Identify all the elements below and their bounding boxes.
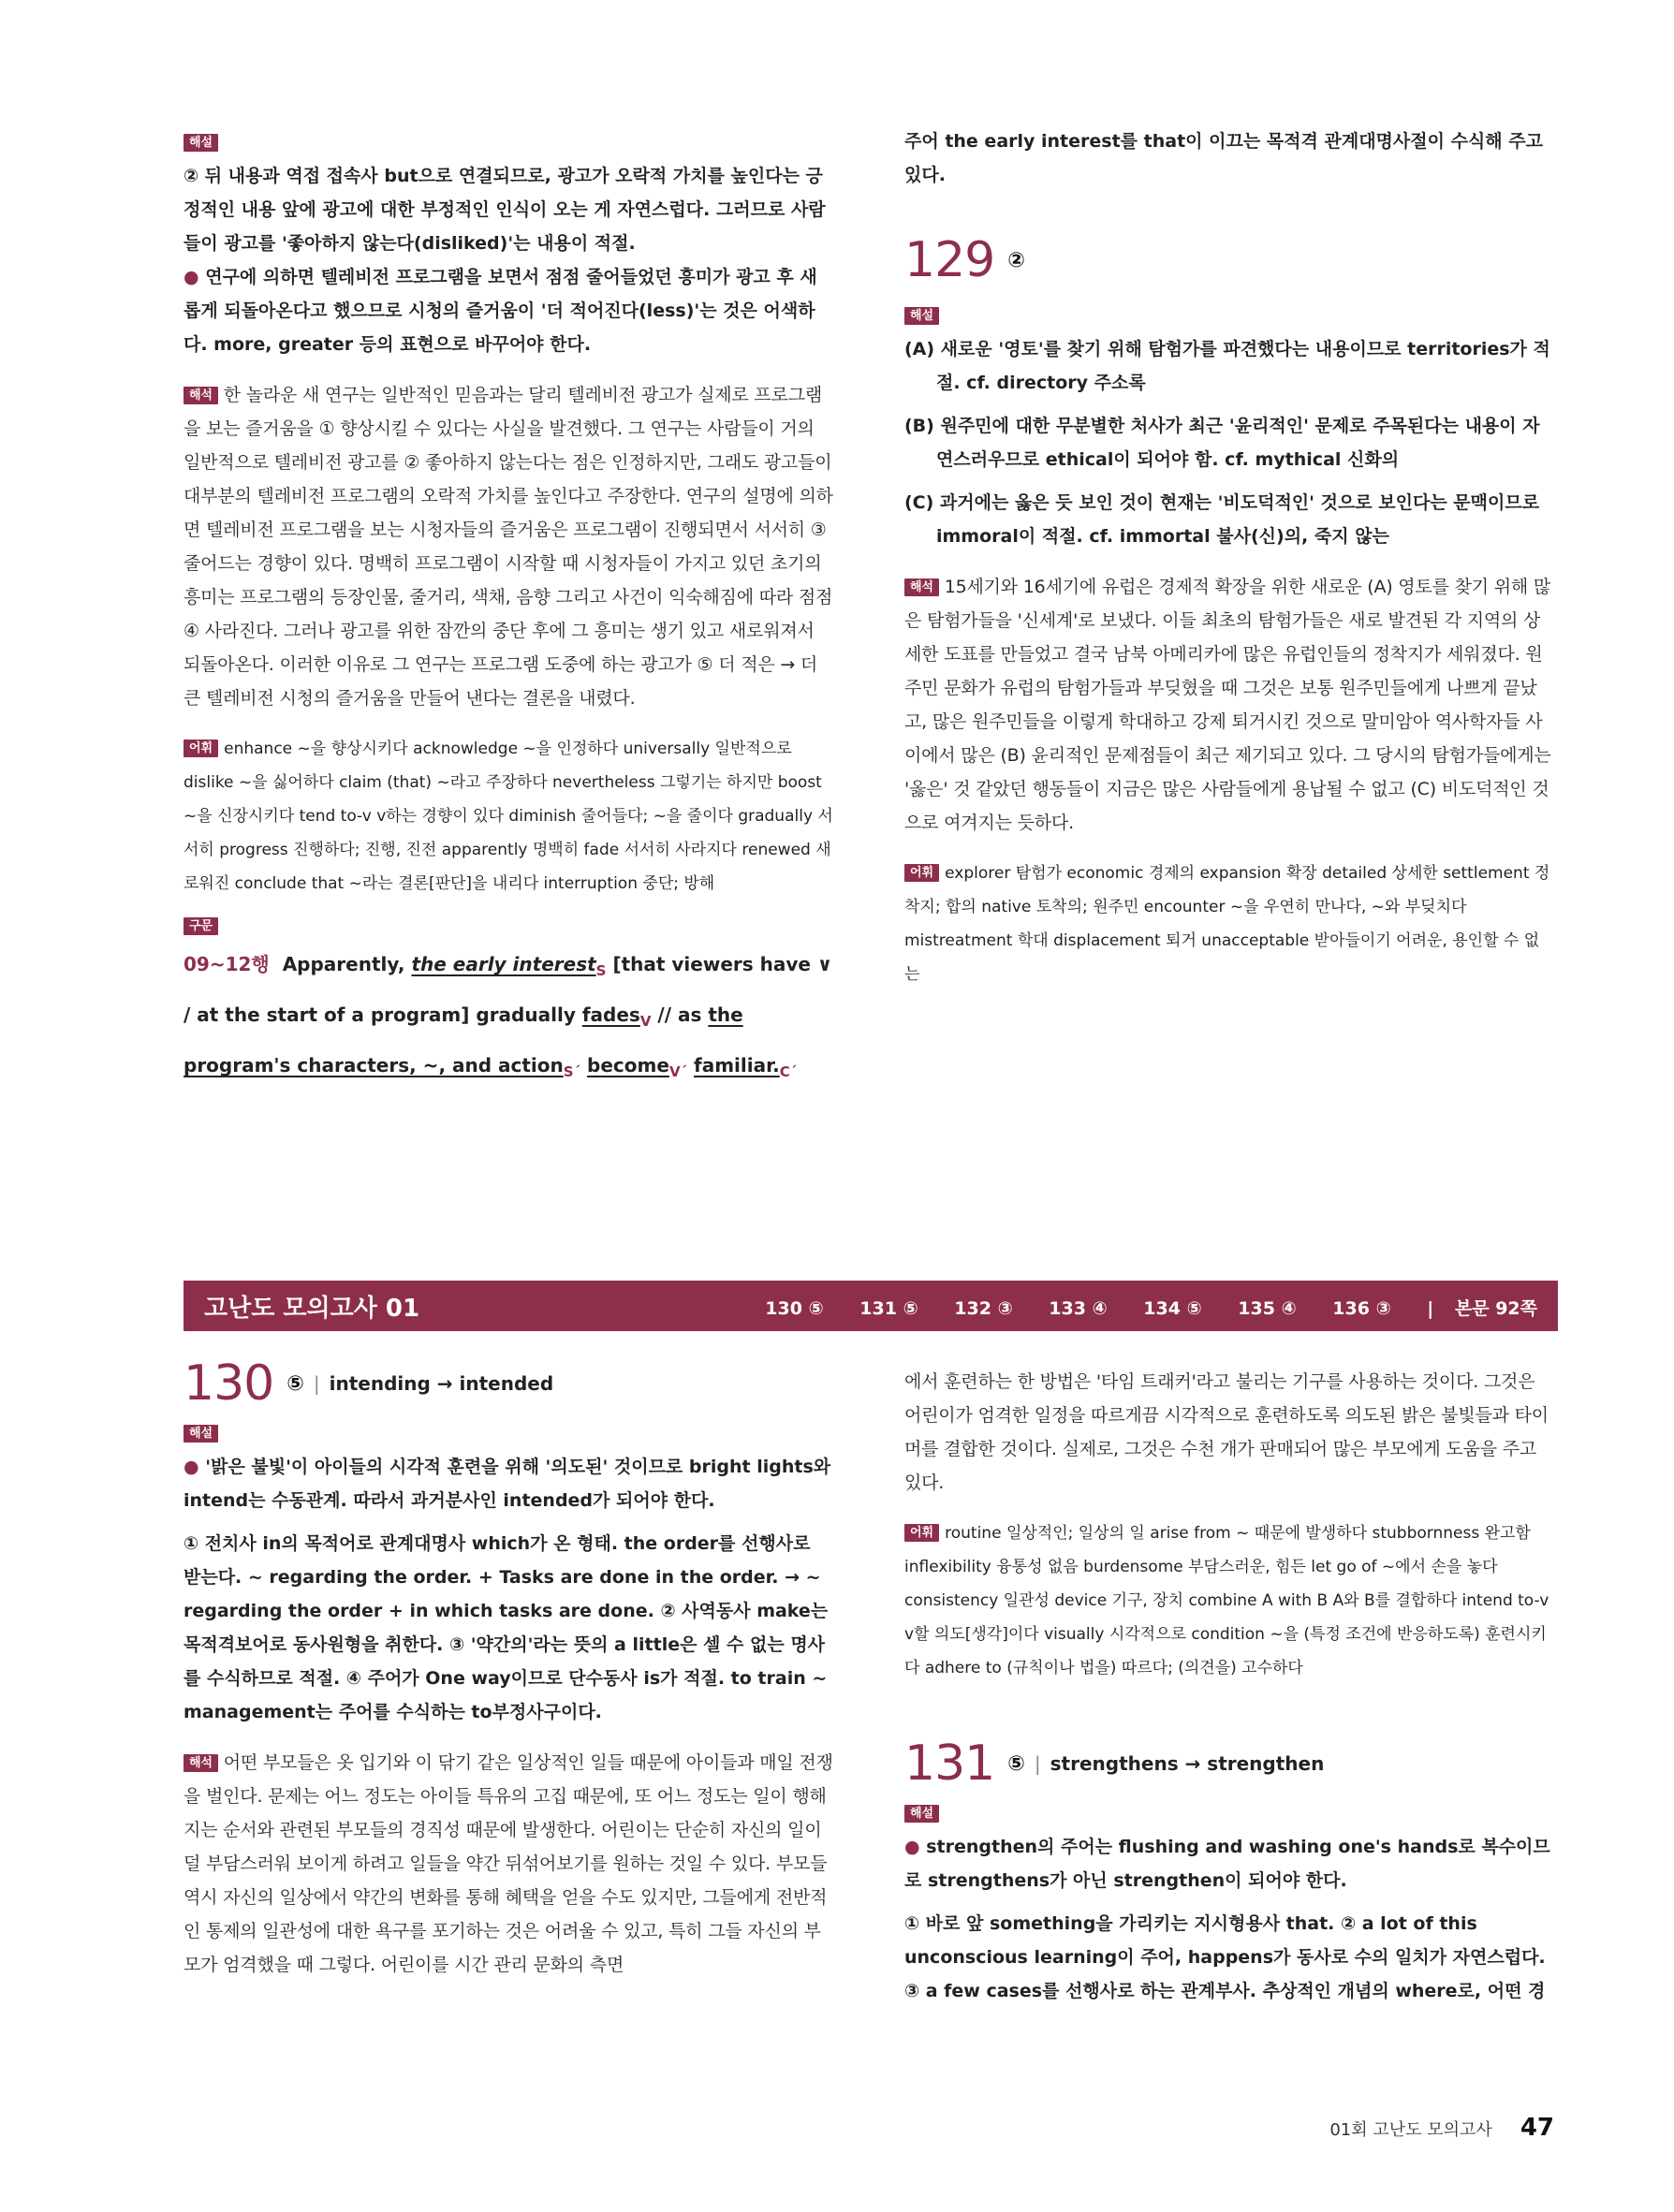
q129-expl-b: (B) 원주민에 대한 무분별한 처사가 최근 '윤리적인' 문제로 주목된다는 내용이 자연스러우므로 ethical이 되어야 함. cf. mythical 신화의 <box>904 416 1540 470</box>
label-eohwi: 어휘 <box>904 1524 939 1542</box>
page-number: 47 <box>1520 2114 1554 2142</box>
label-haeseok: 해석 <box>184 387 218 404</box>
band-separator: | <box>1427 1298 1434 1319</box>
label-haeseol: 해설 <box>184 134 218 152</box>
q128-syntax: 09~12행 Apparently, the early interest$_S$ [that viewers have ∨ / at the start of a program] gradually fades$_V$ // as the program's characters, ~, and action$_{S´}$ become$_{V´}$ $familiar._{C´}$ <box>184 953 833 1080</box>
q128-explanation <box>184 134 833 1094</box>
answer-135: 135 ④ <box>1238 1298 1297 1319</box>
q131-expl-other: ① 바로 앞 something을 가리키는 지시형용사 that. ② a lot of this unconscious learning이 주어, happens가 동사로 수의 일치가 자연스럽다. ③ a few cases를 선행사로 하는 관계부사. 추상적인 개념의 where로, 어떤 경 <box>904 1913 1546 2001</box>
label-haeseok: 해석 <box>184 1754 218 1772</box>
q128-translation: 해석 한 놀라운 새 연구는 일반적인 믿음과는 달리 텔레비전 광고가 실제로 프로그램을 보는 즐거움을 ① 향상시킬 수 있다는 사실을 발견했다. 그 연구는 사람들이 거의 일반적으로 텔레비전 광고를 ② 좋아하지 않는다는 점은 인정하지만, 그래도 광고들이 대부분의 텔레비전 프로그램의 오락적 가치를 높인다고 주장한다. 연구의 설명에 의하면 텔레비전 프로그램을 보는 시청자들의 즐거움은 프로그램이 진행되면서 서서히 ③ 줄어드는 경향이 있다. 명백히 프로그램이 시작할 때 시청자들이 가지고 있던 초기의 흥미는 프로그램의 등장인물, 줄거리, 색채, 음향 그리고 사건이 익숙해짐에 따라 점점 ④ 사라진다. 그러나 광고를 위한 잠깐의 중단 후에 그 흥미는 생기 있고 새로워져서 되돌아온다. 이러한 이유로 그 연구는 프로그램 도중에 하는 광고가 ⑤ 더 적은 → 더 큰 텔레비전 시청의 즐거움을 만들어 낸다는 결론을 내렸다. <box>184 385 833 709</box>
q129-header <box>904 232 1554 288</box>
q129-translation: 해석 15세기와 16세기에 유럽은 경제적 확장을 위한 새로운 (A) 영토를 찾기 위해 많은 탐험가들을 '신세계'로 보냈다. 이들 최초의 탐험가들은 새로 발견된 각 지역의 상세한 도표를 만들었고 결국 남북 아메리카에 많은 유럽인들의 정착지가 세워졌다. 원주민 문화가 유럽의 탐험가들과 부딪혔을 때 그것은 보통 원주민들에게 나쁘게 끝났고, 많은 원주민들을 이렇게 학대하고 강제 퇴거시킨 것으로 말미암아 역사학자들 사이에서 많은 (B) 윤리적인 문제점들이 최근 제기되고 있다. 그 당시의 탐험가들에게는 '옳은' 것 같았던 행동들이 지금은 많은 사람들에게 용납될 수 없고 (C) 비도덕적인 것으로 여겨지는 듯하다. <box>904 577 1551 833</box>
label-haeseol: 해설 <box>184 1425 218 1443</box>
q131-block <box>904 1736 1554 2008</box>
answer-134: 134 ⑤ <box>1143 1298 1202 1319</box>
q129-number: 129 <box>904 232 995 288</box>
q130-translation-right: 에서 훈련하는 한 방법은 '타임 트래커'라고 불리는 기구를 사용하는 것이다. 그것은 어린이가 엄격한 일정을 따르게끔 시각적으로 훈련하도록 의도된 밝은 불빛들과 타이머를 결합한 것이다. 실제로, 그것은 수천 개가 판매되어 많은 부모에게 도움을 주고 있다. <box>904 1371 1549 1493</box>
syntax-complement-2: familiar. <box>694 1054 780 1077</box>
page-ref: 본문 92쪽 <box>1454 1298 1537 1319</box>
q128-continuation-block <box>904 125 1554 192</box>
q130-answer: ⑤ <box>286 1372 304 1396</box>
q130-vocab: 어휘 routine 일상적인; 일상의 일 arise from ~ 때문에 발생하다 stubbornness 완고함 inflexibility 융통성 없음 burdensome 부담스러운, 힘든 let go of ~에서 손을 놓다 consistency 일관성 device 기구, 장치 combine A with B A와 B를 결합하다 intend to-v v할 의도[생각]이다 visually 시각적으로 condition ~을 (특정 조건에 반응하도록) 훈련시키다 adhere to (규칙이나 법을) 따르다; (의견을) 고수하다 <box>904 1524 1549 1677</box>
answer-131: 131 ⑤ <box>859 1298 918 1319</box>
q131-number: 131 <box>904 1736 995 1792</box>
circle-5-icon: ● <box>184 267 199 287</box>
answer-key <box>735 1295 1537 1320</box>
q130-expl-5: ● '밝은 불빛'이 아이들의 시각적 훈련을 위해 '의도된' 것이므로 bright lights와 intend는 수동관계. 따라서 과거분사인 intended가 되어야 한다. <box>184 1457 831 1511</box>
q129-expl-c: (C) 과거에는 옳은 듯 보인 것이 현재는 '비도덕적인' 것으로 보인다는 문맥이므로 immoral이 적절. cf. immortal 불사(신)의, 죽지 않는 <box>904 492 1540 547</box>
section-title: 고난도 모의고사 01 <box>204 1295 420 1323</box>
label-eohwi: 어휘 <box>184 740 218 757</box>
q130-number: 130 <box>184 1355 274 1412</box>
q130-correction: intending → intended <box>329 1372 554 1395</box>
answer-132: 132 ③ <box>954 1298 1013 1319</box>
q129-expl-a: (A) 새로운 '영토'를 찾기 위해 탐험가를 파견했다는 내용이므로 territories가 적절. cf. directory 주소록 <box>904 339 1550 393</box>
q131-expl-5: ● strengthen의 주어는 flushing and washing one's hands로 복수이므로 strengthens가 아닌 strengthen이 되어야 한다. <box>904 1837 1550 1891</box>
q131-header: 131 ⑤ | strengthens → strengthen <box>904 1736 1325 1792</box>
q130-expl-other: ① 전치사 in의 목적어로 관계대명사 which가 온 형태. the order를 선행사로 받는다. ~ regarding the order. + Tasks are done in the order. → ~ regarding the order + in which tasks are done. ② 사역동사 make는 목적격보어로 동사원형을 취한다. ③ '약간의'라는 뜻의 a little은 셀 수 없는 명사를 수식하므로 적절. ④ 주어가 One way이므로 단수동사 is가 적절. to train ~ management는 주어를 수식하는 to부정사구이다. <box>184 1533 829 1722</box>
q128-expl-2: ② 뒤 내용과 역접 접속사 but으로 연결되므로, 광고가 오락적 가치를 높인다는 긍정적인 내용 앞에 광고에 대한 부정적인 인식이 오는 게 자연스럽다. 그러므로 사람들이 광고를 '좋아하지 않는다(disliked)'는 내용이 적절. <box>184 166 826 254</box>
section-band <box>184 1281 1558 1331</box>
q128-vocab: 어휘 enhance ~을 향상시키다 acknowledge ~을 인정하다 universally 일반적으로 dislike ~을 싫어하다 claim (that) ~라고 주장하다 nevertheless 그렇기는 하지만 boost ~을 신장시키다 tend to-v v하는 경향이 있다 diminish 줄어들다; ~을 줄이다 gradually 서서히 progress 진행하다; 진행, 진전 apparently 명백히 fade 서서히 사라지다 renewed 새로워진 conclude that ~라는 결론[판단]을 내리다 interruption 중단; 방해 <box>184 740 833 893</box>
answer-133: 133 ④ <box>1049 1298 1108 1319</box>
syntax-subject: the early interest <box>411 953 596 975</box>
syntax-subject-2: the program's characters, ~, and action <box>184 1003 743 1077</box>
syntax-verb-2: become <box>587 1054 669 1077</box>
answer-130: 130 ⑤ <box>765 1298 824 1319</box>
syntax-verb: fades <box>581 1003 640 1026</box>
q128-expl-5: ● 연구에 의하면 텔레비전 프로그램을 보면서 점점 줄어들었던 흥미가 광고 후 새롭게 되돌아온다고 했으므로 시청의 즐거움이 '더 적어진다(less)'는 것은 어색하다. more, greater 등의 표현으로 바꾸어야 한다. <box>184 267 817 355</box>
circle-5-icon: ● <box>184 1457 199 1477</box>
footer-title: 01회 고난도 모의고사 <box>1329 2120 1492 2140</box>
label-haeseol: 해설 <box>904 1805 939 1823</box>
q130-translation-left: 해석 어떤 부모들은 옷 입기와 이 닦기 같은 일상적인 일들 때문에 아이들과 매일 전쟁을 벌인다. 문제는 어느 정도는 아이들 특유의 고집 때문에, 또 어느 정도는 일이 행해지는 순서와 관련된 부모들의 경직성 때문에 발생한다. 어린이는 단순히 자신의 일이 덜 부담스러워 보이게 하려고 일들을 약간 뒤섞어보기를 원하는 것일 수 있다. 부모들 역시 자신의 일상에서 약간의 변화를 통해 혜택을 얻을 수도 있지만, 그들에게 전반적인 통제의 일관성에 대한 욕구를 포기하는 것은 어려울 수 있고, 특히 그들 자신의 부모가 엄격했을 때 그렇다. 어린이를 시간 관리 문화의 측면 <box>184 1752 833 1975</box>
label-eohwi: 어휘 <box>904 864 939 882</box>
label-haeseol: 해설 <box>904 307 939 325</box>
q131-answer: ⑤ <box>1007 1752 1025 1776</box>
circle-5-icon: ● <box>904 1837 920 1857</box>
q129-answer: ② <box>1007 249 1025 272</box>
q131-correction: strengthens → strengthen <box>1050 1752 1325 1775</box>
q130-continuation-block <box>904 1365 1554 1685</box>
q130-header: 130 ⑤ | intending → intended <box>184 1355 554 1412</box>
label-haeseok: 해석 <box>904 579 939 596</box>
q130-block <box>184 1355 833 1982</box>
page-footer <box>1329 2114 1554 2142</box>
q129-block <box>904 232 1554 991</box>
q129-vocab: 어휘 explorer 탐험가 economic 경제의 expansion 확장 detailed 상세한 settlement 정착지; 합의 native 토착의; 원주민 encounter ~을 우연히 만나다, ~와 부딪치다 mistreatment 학대 displacement 퇴거 unacceptable 받아들이기 어려운, 용인할 수 없는 <box>904 864 1550 984</box>
q128-continuation: 주어 the early interest를 that이 이끄는 목적격 관계대명사절이 수식해 주고 있다. <box>904 131 1543 185</box>
label-gumun: 구문 <box>184 917 218 935</box>
answer-136: 136 ③ <box>1332 1298 1391 1319</box>
